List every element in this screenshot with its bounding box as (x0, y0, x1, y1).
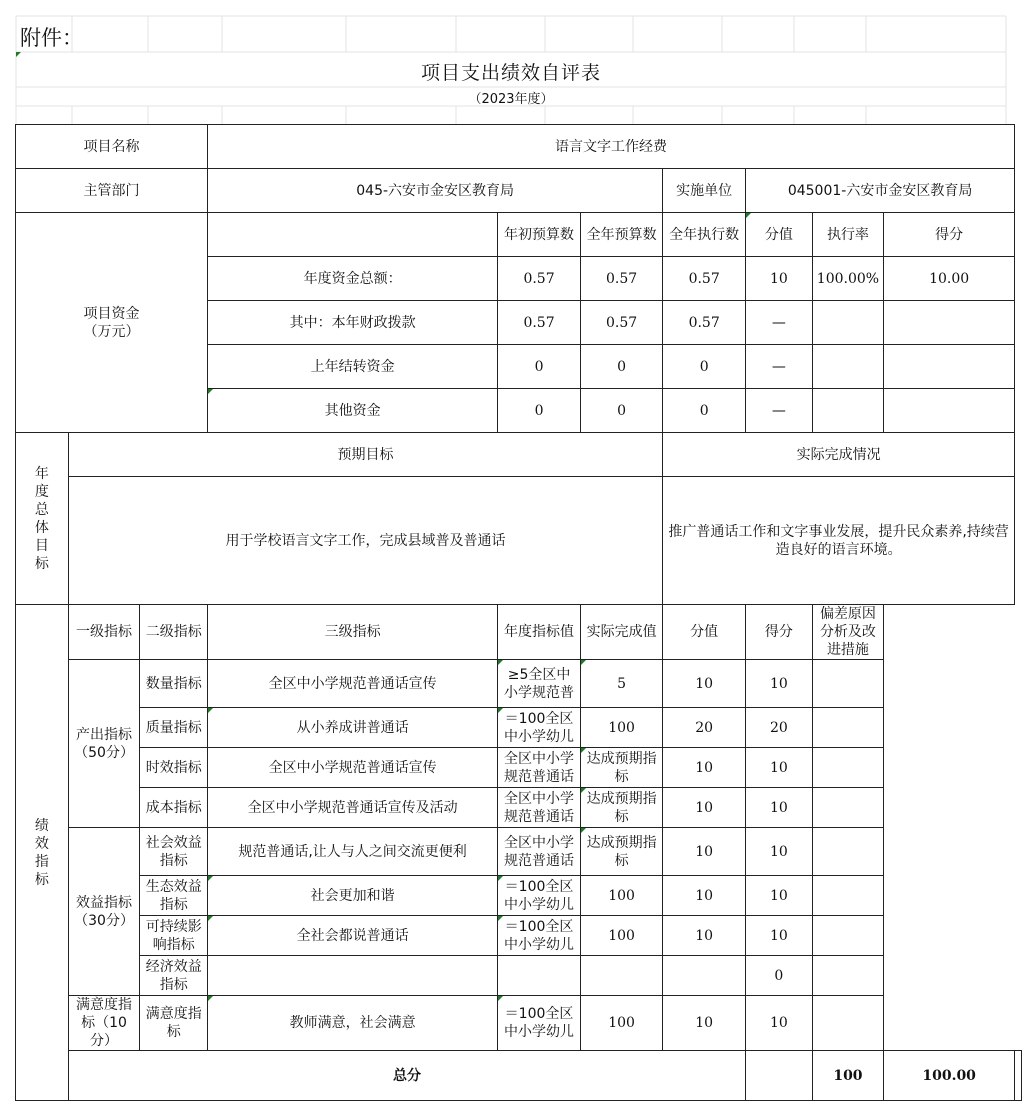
report-year: （2023年度） (468, 92, 554, 107)
target-cell[interactable]: ＝100全区中小学幼儿 (498, 996, 581, 1051)
level1-satisfaction: 满意度指标（10分） (68, 996, 140, 1051)
goals-label: 年度总体目标 (16, 433, 69, 605)
funds-cell[interactable] (884, 301, 1015, 345)
funds-header: 得分 (884, 213, 1015, 257)
funds-cell[interactable]: 0 (581, 345, 663, 389)
indicator-header: 分值 (663, 605, 746, 660)
score-cell[interactable]: 10 (663, 876, 746, 916)
funds-cell[interactable]: 0.57 (581, 301, 663, 345)
expected-goal-text[interactable]: 用于学校语言文字工作，完成县域普及普通话 (68, 477, 662, 605)
actual-cell[interactable]: 100 (581, 708, 663, 748)
actual-cell[interactable]: 100 (581, 916, 663, 956)
level3-cell[interactable]: 教师满意，社会满意 (208, 996, 498, 1051)
page-title: 项目支出绩效自评表 (420, 62, 601, 84)
actual-completion-text[interactable]: 推广普通话工作和文字事业发展，提升民众素养,持续营造良好的语言环境。 (663, 477, 1015, 605)
level3-cell[interactable]: 全区中小学规范普通话宣传 (208, 748, 498, 788)
total-note (1015, 1051, 1022, 1101)
note-cell[interactable] (812, 956, 884, 996)
note-cell[interactable] (812, 660, 884, 708)
target-cell[interactable]: 全区中小学规范普通话 (498, 788, 581, 828)
earned-cell[interactable]: 20 (746, 708, 812, 748)
funds-header: 分值 (746, 213, 812, 257)
note-cell[interactable] (812, 996, 884, 1051)
indicator-header: 三级指标 (208, 605, 498, 660)
funds-row-label: 上年结转资金 (208, 345, 498, 389)
funds-cell[interactable] (884, 345, 1015, 389)
note-cell[interactable] (812, 916, 884, 956)
target-cell[interactable]: ＝100全区中小学幼儿 (498, 916, 581, 956)
target-cell[interactable]: 全区中小学规范普通话 (498, 828, 581, 876)
funds-label: 项目资金 （万元） (16, 213, 208, 433)
note-cell[interactable] (812, 708, 884, 748)
funds-cell[interactable]: — (746, 389, 812, 433)
funds-cell[interactable]: 0.57 (581, 257, 663, 301)
level3-cell[interactable] (208, 956, 498, 996)
level2-cell: 满意度指标 (140, 996, 208, 1051)
level3-cell[interactable]: 全社会都说普通话 (208, 916, 498, 956)
funds-cell[interactable] (812, 301, 884, 345)
indicator-header: 得分 (746, 605, 812, 660)
total-label: 总分 (68, 1051, 745, 1101)
target-cell[interactable]: 全区中小学规范普通话 (498, 748, 581, 788)
earned-cell[interactable]: 10 (746, 828, 812, 876)
funds-row-label: 其中：本年财政拨款 (208, 301, 498, 345)
score-cell[interactable]: 10 (663, 916, 746, 956)
funds-cell[interactable]: 10 (746, 257, 812, 301)
evaluation-table (15, 124, 1022, 1101)
funds-cell[interactable]: 10.00 (884, 257, 1015, 301)
earned-cell[interactable]: 10 (746, 916, 812, 956)
level2-cell: 生态效益指标 (140, 876, 208, 916)
indicator-header: 一级指标 (68, 605, 140, 660)
target-cell[interactable]: ＝100全区中小学幼儿 (498, 876, 581, 916)
note-cell[interactable] (812, 788, 884, 828)
level2-cell: 社会效益指标 (140, 828, 208, 876)
funds-cell[interactable]: 0.57 (498, 257, 581, 301)
indicators-label: 绩效指标 (16, 605, 69, 1101)
total-earned[interactable]: 100.00 (884, 1051, 1015, 1101)
score-cell[interactable]: 20 (663, 708, 746, 748)
funds-cell[interactable]: 0 (498, 345, 581, 389)
funds-header-blank (208, 213, 498, 257)
actual-cell[interactable]: 达成预期指标 (581, 828, 663, 876)
total-blank (746, 1051, 812, 1101)
dept-label: 主管部门 (16, 169, 208, 213)
funds-cell[interactable]: 100.00% (812, 257, 884, 301)
funds-cell[interactable]: 0 (498, 389, 581, 433)
level3-cell[interactable]: 全区中小学规范普通话宣传及活动 (208, 788, 498, 828)
actual-cell[interactable]: 达成预期指标 (581, 748, 663, 788)
funds-cell[interactable]: 0 (663, 345, 746, 389)
level2-cell: 成本指标 (140, 788, 208, 828)
score-cell[interactable]: 10 (663, 996, 746, 1051)
target-cell[interactable] (498, 956, 581, 996)
note-cell[interactable] (812, 828, 884, 876)
funds-header: 年初预算数 (498, 213, 581, 257)
actual-completion-header: 实际完成情况 (663, 433, 1015, 477)
funds-cell[interactable]: 0.57 (663, 301, 746, 345)
funds-header: 全年预算数 (581, 213, 663, 257)
level1-benefit: 效益指标（30分） (68, 828, 140, 996)
funds-row-label: 其他资金 (208, 389, 498, 433)
funds-cell[interactable] (884, 389, 1015, 433)
note-cell[interactable] (812, 876, 884, 916)
level2-cell: 质量指标 (140, 708, 208, 748)
score-cell[interactable] (663, 956, 746, 996)
target-cell[interactable]: ≥5全区中小学规范普 (498, 660, 581, 708)
level1-output: 产出指标（50分） (68, 660, 140, 828)
earned-cell[interactable]: 10 (746, 876, 812, 916)
target-cell[interactable]: ＝100全区中小学幼儿 (498, 708, 581, 748)
impl-value[interactable]: 045001-六安市金安区教育局 (746, 169, 1015, 213)
actual-cell[interactable]: 达成预期指标 (581, 788, 663, 828)
level3-cell[interactable]: 全区中小学规范普通话宣传 (208, 660, 498, 708)
earned-cell[interactable]: 10 (746, 788, 812, 828)
level2-cell: 可持续影响指标 (140, 916, 208, 956)
funds-cell[interactable]: 0 (581, 389, 663, 433)
earned-cell[interactable]: 10 (746, 660, 812, 708)
actual-cell[interactable] (581, 956, 663, 996)
impl-label: 实施单位 (663, 169, 746, 213)
level3-cell[interactable]: 规范普通话,让人与人之间交流更便利 (208, 828, 498, 876)
note-cell[interactable] (812, 748, 884, 788)
level2-cell: 经济效益指标 (140, 956, 208, 996)
funds-cell[interactable]: — (746, 301, 812, 345)
indicator-header: 年度指标值 (498, 605, 581, 660)
score-cell[interactable]: 10 (663, 748, 746, 788)
funds-cell[interactable] (812, 345, 884, 389)
score-cell[interactable]: 10 (663, 788, 746, 828)
attachment-label: 附件： (20, 26, 83, 50)
dept-value[interactable]: 045-六安市金安区教育局 (208, 169, 663, 213)
funds-cell[interactable]: 0 (663, 389, 746, 433)
project-name-label: 项目名称 (16, 125, 208, 169)
indicator-header: 二级指标 (140, 605, 208, 660)
level3-cell[interactable]: 社会更加和谐 (208, 876, 498, 916)
level3-cell[interactable]: 从小养成讲普通话 (208, 708, 498, 748)
indicator-header: 偏差原因分析及改进措施 (812, 605, 884, 660)
funds-cell[interactable]: 0.57 (498, 301, 581, 345)
funds-header: 全年执行数 (663, 213, 746, 257)
funds-cell[interactable]: 0.57 (663, 257, 746, 301)
funds-cell[interactable] (812, 389, 884, 433)
expected-goal-header: 预期目标 (68, 433, 662, 477)
total-score[interactable]: 100 (812, 1051, 884, 1101)
earned-cell[interactable]: 10 (746, 996, 812, 1051)
level2-cell: 数量指标 (140, 660, 208, 708)
project-name-value[interactable]: 语言文字工作经费 (208, 125, 1015, 169)
level2-cell: 时效指标 (140, 748, 208, 788)
funds-cell[interactable]: — (746, 345, 812, 389)
earned-cell[interactable]: 10 (746, 748, 812, 788)
funds-header: 执行率 (812, 213, 884, 257)
actual-cell[interactable]: 100 (581, 996, 663, 1051)
score-cell[interactable]: 10 (663, 660, 746, 708)
score-cell[interactable]: 10 (663, 828, 746, 876)
earned-cell[interactable]: 0 (746, 956, 812, 996)
actual-cell[interactable]: 5 (581, 660, 663, 708)
funds-row-label: 年度资金总额： (208, 257, 498, 301)
actual-cell[interactable]: 100 (581, 876, 663, 916)
indicator-header: 实际完成值 (581, 605, 663, 660)
